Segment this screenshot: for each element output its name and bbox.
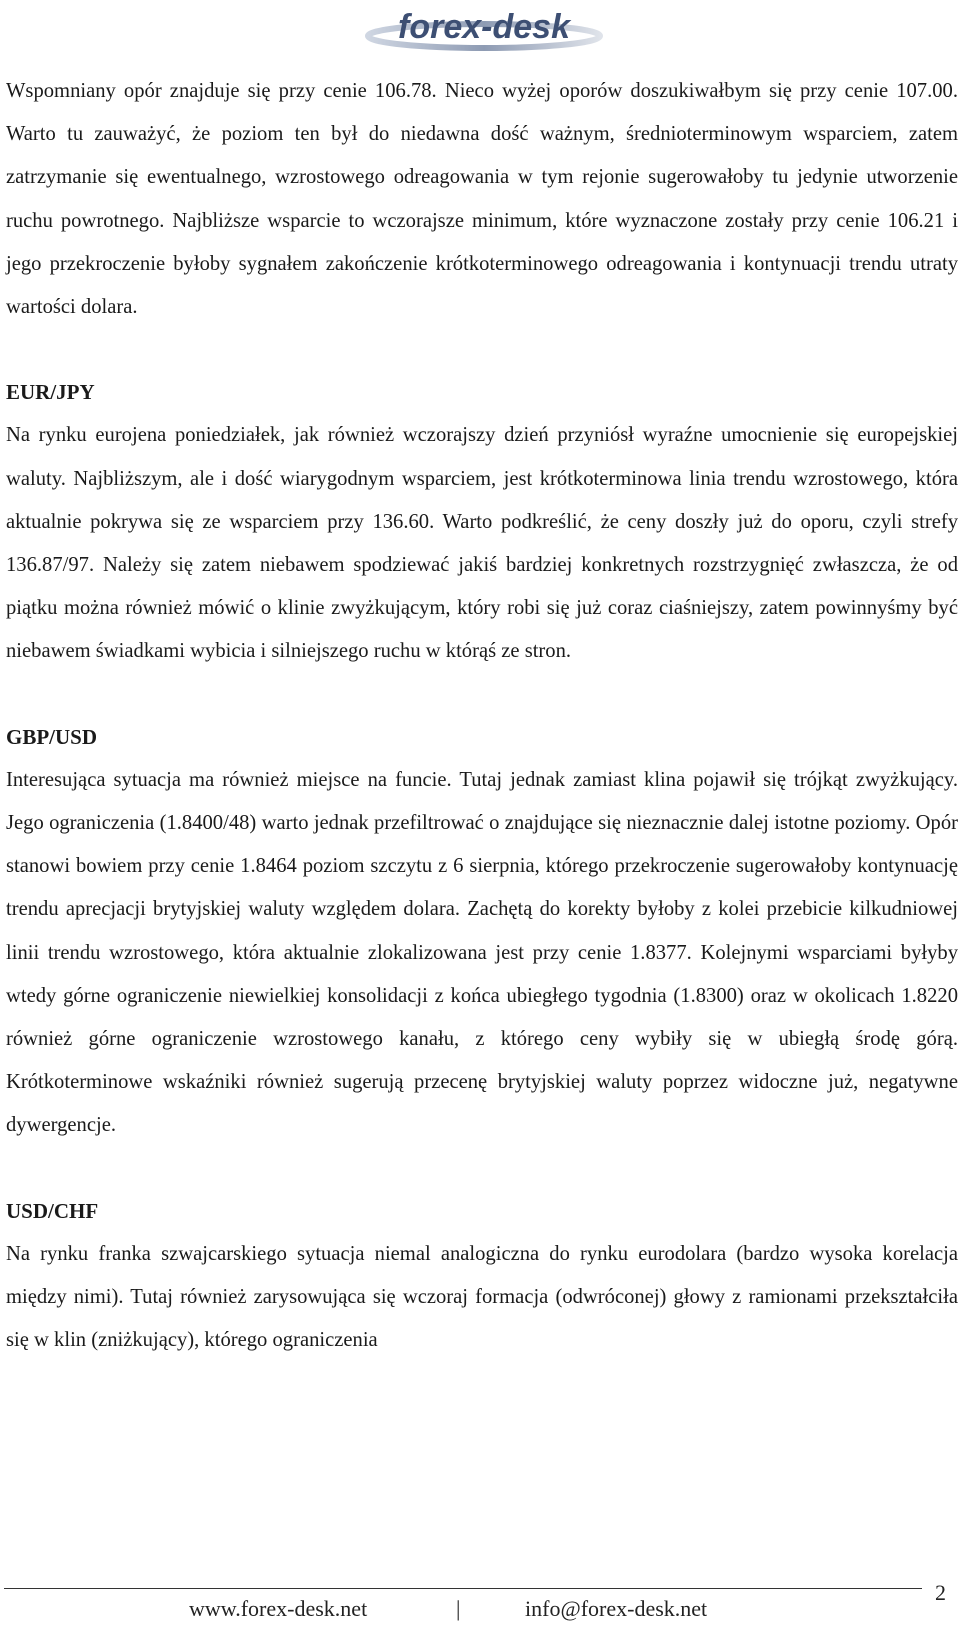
section-gap	[6, 674, 958, 716]
footer-website-link[interactable]: www.forex-desk.net	[189, 1596, 368, 1621]
footer-divider	[4, 1588, 922, 1589]
section-gap	[6, 1148, 958, 1190]
document-body	[6, 70, 958, 1362]
section-heading-usdchf: USD/CHF	[6, 1198, 99, 1223]
section-text-eurjpy: Na rynku eurojena poniedziałek, jak również wczorajszy dzień przyniósł wyraźne umocnienie się europejskiej waluty. Najbliższym, ale i dość wiarygodnym wsparciem, jest krótkoterminowa linia trendu wzrostowego, która aktualnie pokrywa się ze wsparciem przy 136.60. Warto podkreślić, że ceny doszły już do oporu, czyli strefy 136.87/97. Należy się zatem niebawem spodziewać jakiś bardziej konkretnych rozstrzygnięć zwłaszcza, że od piątku można również mówić o klinie zwyżkującym, który robi się już coraz ciaśniejszy, zatem powinnyśmy być niebawem świadkami wybicia i silniejszego ruchu w którąś ze stron.	[6, 424, 958, 663]
footer-email-link[interactable]: info@forex-desk.net	[525, 1596, 708, 1621]
section-text-gbpusd: Interesująca sytuacja ma również miejsce na funcie. Tutaj jednak zamiast klina pojawił się trójkąt zwyżkujący. Jego ograniczenia (1.8400/48) warto jednak przefiltrować o znajdujące się nieznacznie dalej istotne poziomy. Opór stanowi bowiem przy cenie 1.8464 poziom szczytu z 6 sierpnia, którego przekroczenie sugerowałoby kontynuację trendu aprecjacji brytyjskiej waluty względem dolara. Zachętą do korekty byłoby z kolei przebicie kilkudniowej linii trendu wzrostowego, która aktualnie zlokalizowana jest przy cenie 1.8377. Kolejnymi wsparciami byłyby wtedy górne ograniczenie niewielkiej konsolidacji z końca ubiegłego tygodnia (1.8300) oraz w okolicach 1.8220 również górne ograniczenie wzrostowego kanału, z którego ceny wybiły się w ubiegłą środę górą. Krótkoterminowe wskaźniki również sugerują przecenę brytyjskiej waluty poprzez widoczne już, negatywne dywergencje.	[6, 768, 958, 1137]
forex-desk-logo	[364, 6, 604, 52]
page-header	[0, 0, 960, 60]
page-number: 2	[935, 1580, 946, 1605]
section-heading-gbpusd: GBP/USD	[6, 724, 98, 749]
footer-separator: |	[456, 1596, 461, 1621]
page-footer	[0, 1580, 960, 1626]
section-text-usdchf: Na rynku franka szwajcarskiego sytuacja niemal analogiczna do rynku eurodolara (bardzo wysoka korelacja między nimi). Tutaj również zarysowująca się wczoraj formacja (odwróconej) głowy z ramionami przekształciła się w klin (zniżkujący), którego ograniczenia	[6, 1242, 958, 1352]
section-gap	[6, 329, 958, 371]
intro-paragraph: Wspomniany opór znajduje się przy cenie 106.78. Nieco wyżej oporów doszukiwałbym się przy cenie 107.00. Warto tu zauważyć, że poziom ten był do niedawna dość ważnym, średnioterminowym wsparciem, zatem zatrzymanie się ewentualnego, wzrostowego odreagowania w tym rejonie sugerowałoby tu jedynie utworzenie ruchu powrotnego. Najbliższe wsparcie to wczorajsze minimum, które wyznaczone zostały przy cenie 106.21 i jego przekroczenie byłoby sygnałem zakończenie krótkoterminowego odreagowania i kontynuacji trendu utraty wartości dolara.	[6, 80, 958, 319]
section-heading-eurjpy: EUR/JPY	[6, 380, 95, 405]
logo-text: forex-desk	[398, 8, 570, 46]
